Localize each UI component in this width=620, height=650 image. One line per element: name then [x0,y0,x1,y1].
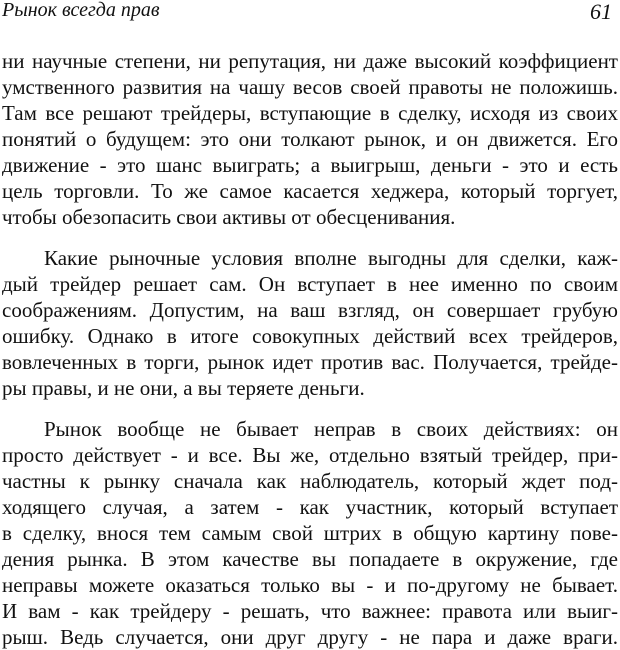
text-line: понятий о будущем: это они толкают рынок, и он движется. Его [2,127,618,151]
page-number: 61 [590,0,612,24]
paragraph-2 [2,245,618,401]
text-line: просто действует - и все. Вы же, отдельно взятый трейдер, при- [2,443,618,467]
text-line: чтобы обезопасить свои активы от обесценивания. [2,205,456,229]
text-line: движение - это шанс выиграть; а выигрыш, деньги - это и есть [2,153,618,177]
text-line: соображениям. Допустим, на ваш взгляд, он совершает грубую [2,298,618,322]
text-line: умственного развития на чашу весов своей правоты не положишь. [2,75,618,99]
paragraph-spacer [2,230,618,245]
text-line: вовлеченных в торги, рынок идет против вас. Получается, трейде- [2,350,618,374]
text-line: частны к рынку сначала как наблюдатель, который ждет под- [2,469,618,493]
body-text [2,48,618,650]
text-line: цель торговли. То же самое касается хеджера, который торгует, [2,179,618,203]
text-line: Какие рыночные условия вполне выгодны для сделки, каж- [44,246,618,270]
text-line: ры правы, и не они, а вы теряете деньги. [2,376,365,400]
text-line: в сделку, внося тем самым свой штрих в общую картину пове- [2,521,618,545]
text-line: ходящего случая, а затем - как участник, который вступает [2,495,618,519]
text-line: рыш. Ведь случается, они друг другу - не пара и даже враги. [2,625,618,649]
text-line: Рынок вообще не бывает неправ в своих действиях: он [44,417,618,441]
paragraph-spacer [2,401,618,416]
paragraph-1 [2,48,618,230]
text-line: ни научные степени, ни репутация, ни даже высокий коэффициент [2,49,618,73]
text-line: И вам - как трейдеру - решать, что важнее: правота или выиг- [2,599,618,623]
text-line: дый трейдер решает сам. Он вступает в нее именно по своим [2,272,618,296]
text-line: ошибку. Однако в итоге совокупных действий всех трейдеров, [2,324,618,348]
text-line: дения рынка. В этом качестве вы попадаете в окружение, где [2,547,618,571]
text-line: неправы можете оказаться только вы - и по-другому не бывает. [2,573,618,597]
running-head: Рынок всегда прав [2,0,160,21]
text-line: Там все решают трейдеры, вступающие в сделку, исходя из своих [2,101,618,125]
